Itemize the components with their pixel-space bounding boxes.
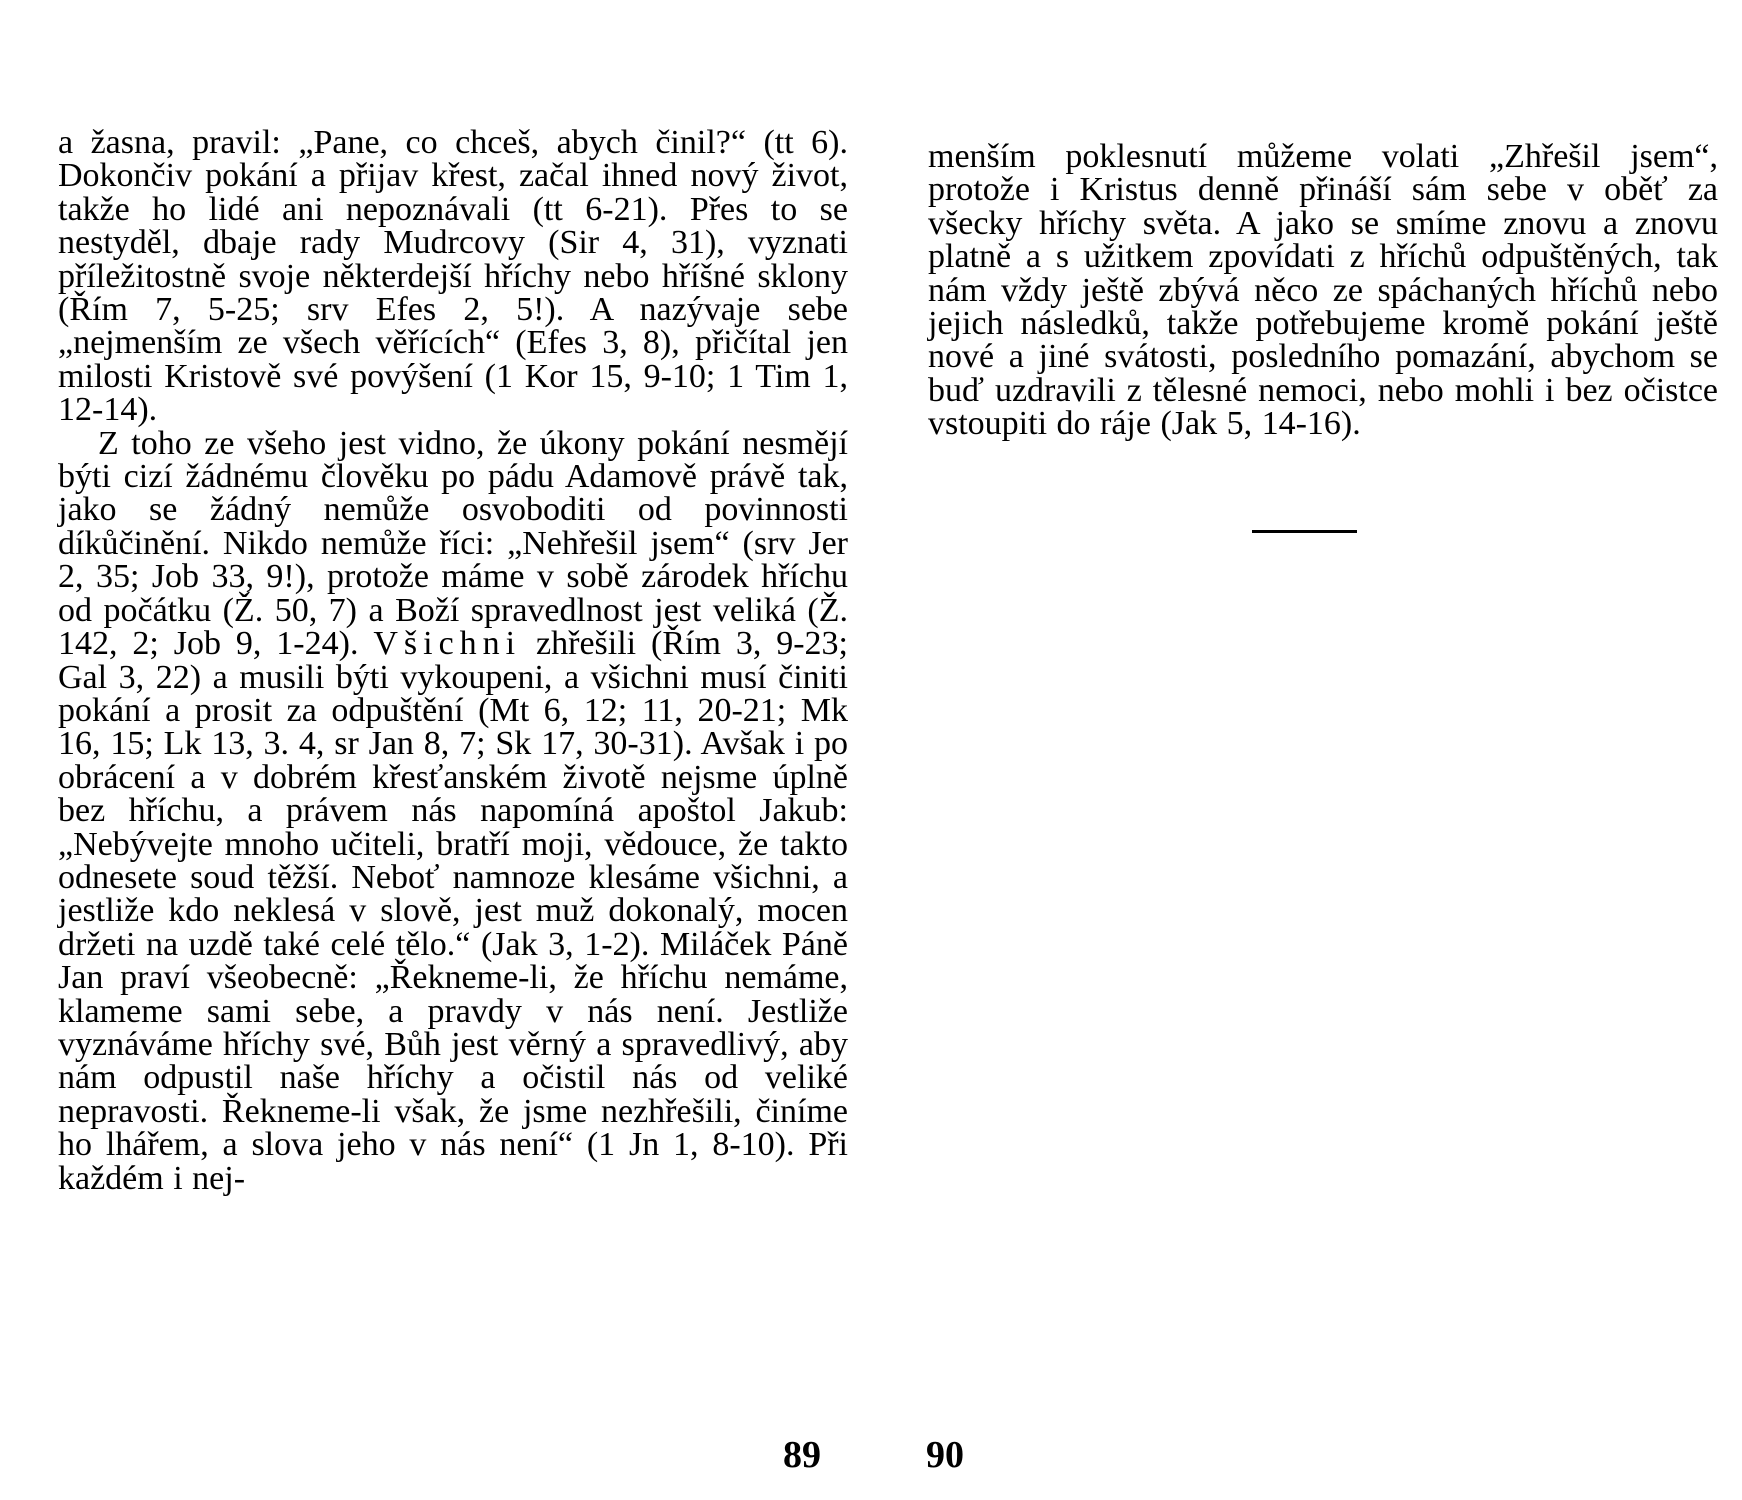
paragraph-2 [58, 424, 848, 1197]
section-separator [1252, 530, 1357, 533]
page-number-left: 89 [783, 1434, 821, 1476]
paragraph-1-text: a žasna, pravil: „Pane, co chceš, abych činil?“ (tt 6). Dokončiv pokání a přijav křest, začal ihned nový život, takže ho lidé ani nepoznávali (tt 6-21). Přes to se nestyděl, dbaje rady Mudrcovy (Sir 4, 31), vyznati příležitostně svoje některdejší hříchy nebo hříšné sklony (Řím 7, 5-25; srv Efes 2, 5!). A nazývaje sebe „nejmenším ze všech věřících“ (Efes 3, 8), přičítal jen milosti Kristově své povýšení (1 Kor 15, 9-10; 1 Tim 1, 12-14). [58, 124, 848, 429]
paragraph-3: menším poklesnutí můžeme volati „Zhřešil jsem“, protože i Kristus denně přináší sám sebe v oběť za všecky hříchy světa. A jako se smíme znovu a znovu platně a s užitkem zpovídati z hříchů odpuštěných, tak nám vždy ještě zbývá něco ze spáchaných hříchů nebo jejich následků, takže potřebujeme kromě pokání ještě nové a jiné svátosti, posledního pomazání, abychom se buď uzdravili z tělesné nemoci, nebo mohli i bez očistce vstoupiti do ráje (Jak 5, 14-16). [928, 138, 1718, 443]
emphasized-word: Všichni [373, 625, 522, 663]
paragraph-1 [58, 126, 848, 427]
paragraph-2-text-end: zhřešili (Řím 3, 9-23; Gal 3, 22) a musili býti vykoupeni, a všichni musí činiti pokání a prosit za odpuštění (Mt 6, 12; 11, 20-21; Mk 16, 15; Lk 13, 3. 4, sr Jan 8, 7; Sk 17, 30-31). Avšak i po obrácení a v dobrém křesťanském životě nejsme úplně bez hříchu, a právem nás napomíná apoštol Jakub: „Nebývejte mnoho učiteli, bratří moji, vědouce, že takto odnesete soud těžší. Neboť namnoze klesáme všichni, a jestliže kdo neklesá v slově, jest muž dokonalý, mocen držeti na uzdě také celé tělo.“ (Jak 3, 1-2). Miláček Páně Jan praví všeobecně: „Řekneme-li, že hříchu nemáme, klameme sami sebe, a pravdy v nás není. Jestliže vyznáváme hříchy své, Bůh jest věrný a spravedlivý, aby nám odpustil naše hříchy a očistil nás od veliké nepravosti. Řekneme-li však, že jsme nezhřešili, činíme ho lhářem, a slova jeho v nás není“ (1 Jn 1, 8-10). Při každém i nej- [58, 625, 848, 1197]
paragraph-2-text-start: Z toho ze všeho jest vidno, že úkony pokání nesmějí býti cizí žádnému člověku po pádu Adamově právě tak, jako se žádný nemůže osvoboditi od povinnosti díkůčinění. Nikdo nemůže říci: „Nehřešil jsem“ (srv Jer 2, 35; Job 33, 9!), protože máme v sobě zárodek hříchu od počátku (Ž. 50, 7) a Boží spravedlnost jest veliká (Ž. 142, 2; Job 9, 1-24). [58, 424, 848, 663]
right-page [871, 0, 1742, 1500]
right-text-column [928, 140, 1718, 441]
page-number-right: 90 [926, 1434, 964, 1476]
left-text-column [58, 126, 848, 1195]
